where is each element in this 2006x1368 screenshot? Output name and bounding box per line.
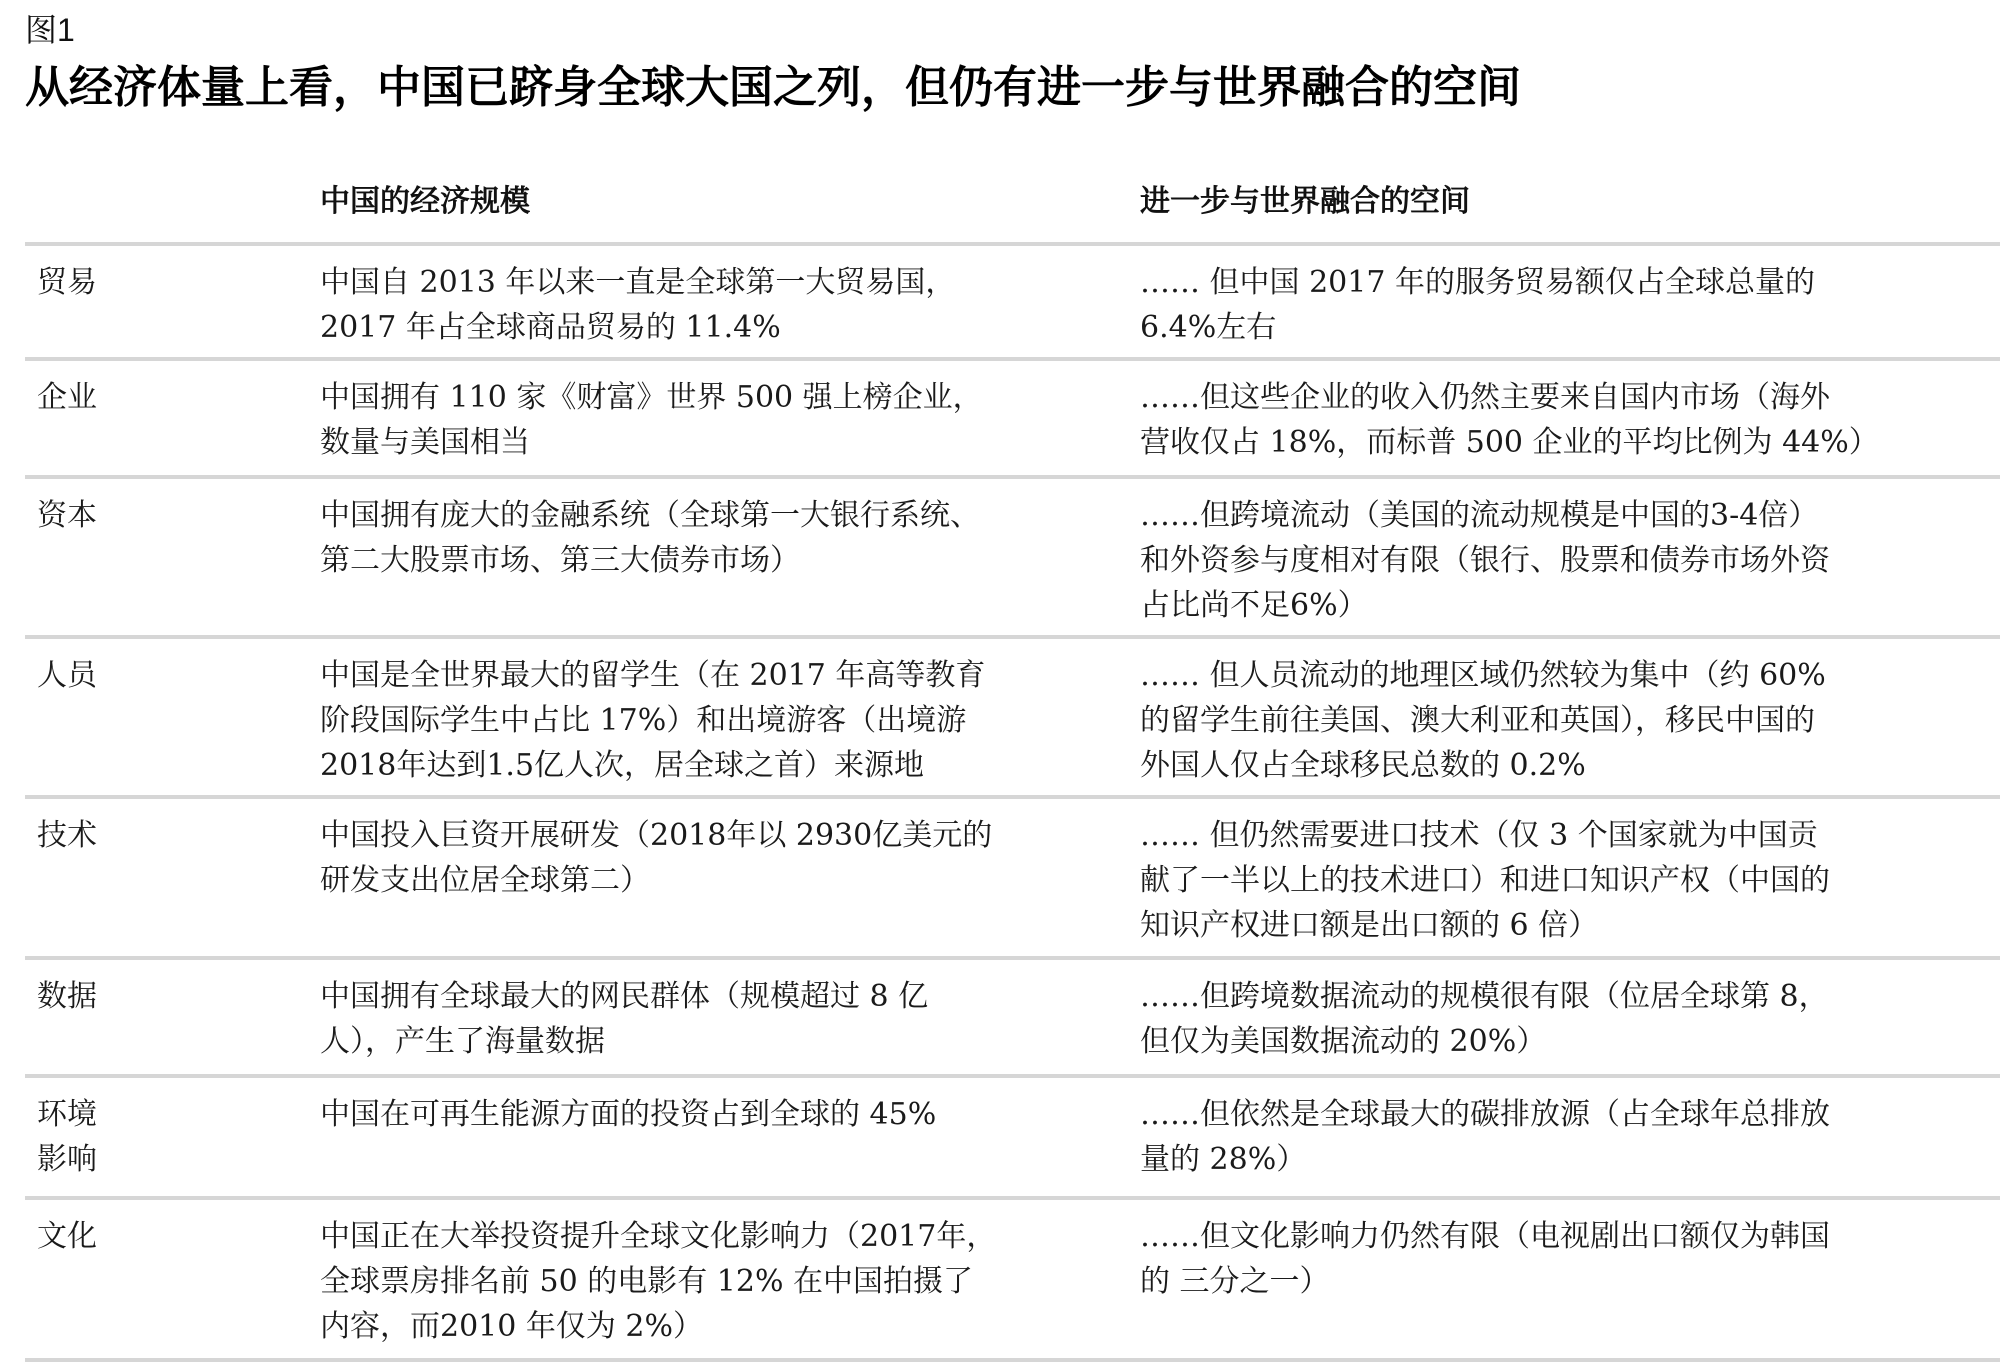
scale-line: 中国投入巨资开展研发（2018年以 2930亿美元的: [320, 818, 993, 853]
scale-line: 数量与美国相当: [320, 425, 530, 460]
room-line: 的留学生前往美国、澳大利亚和英国），移民中国的: [1140, 703, 1815, 738]
row-economic-scale: [320, 1214, 1120, 1349]
scale-line: 2018年达到1.5亿人次，居全球之首）来源地: [320, 748, 925, 783]
category-label: 文化: [37, 1219, 97, 1254]
room-line: 的 三分之一）: [1140, 1264, 1330, 1299]
row-room-for-integration: [1140, 493, 2000, 628]
row-category: [37, 974, 297, 1019]
room-line: ……但跨境流动（美国的流动规模是中国的3-4倍）: [1140, 498, 1819, 533]
row-category: [37, 653, 297, 698]
scale-line: 2017 年占全球商品贸易的 11.4%: [320, 310, 781, 345]
row-category: [37, 260, 297, 305]
category-label: 贸易: [37, 265, 97, 300]
room-line: 但仅为美国数据流动的 20%）: [1140, 1024, 1547, 1059]
room-line: …… 但中国 2017 年的服务贸易额仅占全球总量的: [1140, 265, 1815, 300]
scale-line: 中国拥有庞大的金融系统（全球第一大银行系统、: [320, 498, 980, 533]
table-header-row: [25, 180, 2000, 242]
row-category: [37, 375, 297, 420]
table-row-technology: [25, 799, 2000, 956]
row-room-for-integration: [1140, 1092, 2000, 1182]
category-label: 影响: [37, 1142, 97, 1177]
scale-line: 中国拥有全球最大的网民群体（规模超过 8 亿: [320, 979, 929, 1014]
room-line: 量的 28%）: [1140, 1142, 1307, 1177]
row-category: [37, 493, 297, 538]
table-row-people: [25, 639, 2000, 795]
row-economic-scale: [320, 653, 1120, 788]
row-economic-scale: [320, 375, 1120, 465]
scale-line: 中国拥有 110 家《财富》世界 500 强上榜企业，: [320, 380, 983, 415]
category-label: 数据: [37, 979, 97, 1014]
table-row-capital: [25, 479, 2000, 635]
category-label: 技术: [37, 818, 97, 853]
header-economic-scale: 中国的经济规模: [320, 184, 530, 219]
row-economic-scale: [320, 813, 1120, 903]
room-line: 外国人仅占全球移民总数的 0.2%: [1140, 748, 1586, 783]
category-label: 人员: [37, 658, 97, 693]
figure-title: 从经济体量上看，中国已跻身全球大国之列，但仍有进一步与世界融合的空间: [25, 62, 1521, 113]
header-room-for-integration: 进一步与世界融合的空间: [1140, 184, 1470, 219]
room-line: ……但文化影响力仍然有限（电视剧出口额仅为韩国: [1140, 1219, 1830, 1254]
category-label: 资本: [37, 498, 97, 533]
row-economic-scale: [320, 974, 1120, 1064]
room-line: 和外资参与度相对有限（银行、股票和债券市场外资: [1140, 543, 1830, 578]
room-line: …… 但仍然需要进口技术（仅 3 个国家就为中国贡: [1140, 818, 1818, 853]
table-row-environment: [25, 1078, 2000, 1196]
row-room-for-integration: [1140, 1214, 2000, 1304]
comparison-table: [25, 180, 2000, 1362]
row-category: [37, 1214, 297, 1259]
row-room-for-integration: [1140, 375, 2000, 465]
row-room-for-integration: [1140, 813, 2000, 948]
table-divider: [25, 1358, 2000, 1362]
row-economic-scale: [320, 260, 1120, 350]
scale-line: 中国正在大举投资提升全球文化影响力（2017年，: [320, 1219, 997, 1254]
figure-label: 图1: [25, 12, 75, 48]
scale-line: 研发支出位居全球第二）: [320, 863, 650, 898]
scale-line: 全球票房排名前 50 的电影有 12% 在中国拍摄了: [320, 1264, 973, 1299]
scale-line: 中国在可再生能源方面的投资占到全球的 45%: [320, 1097, 937, 1132]
scale-line: 阶段国际学生中占比 17%）和出境游客（出境游: [320, 703, 967, 738]
room-line: 6.4%左右: [1140, 310, 1277, 345]
scale-line: 中国是全世界最大的留学生（在 2017 年高等教育: [320, 658, 986, 693]
room-line: 营收仅占 18%，而标普 500 企业的平均比例为 44%）: [1140, 425, 1879, 460]
scale-line: 内容，而2010 年仅为 2%）: [320, 1309, 704, 1344]
room-line: ……但这些企业的收入仍然主要来自国内市场（海外: [1140, 380, 1830, 415]
category-label: 企业: [37, 380, 97, 415]
scale-line: 第二大股票市场、第三大债券市场）: [320, 543, 800, 578]
row-room-for-integration: [1140, 653, 2000, 788]
table-row-data: [25, 960, 2000, 1074]
table-row-culture: [25, 1200, 2000, 1358]
category-label: 环境: [37, 1097, 97, 1132]
table-row-companies: [25, 361, 2000, 475]
row-economic-scale: [320, 1092, 1120, 1137]
row-category: [37, 1092, 297, 1182]
scale-line: 人），产生了海量数据: [320, 1024, 605, 1059]
room-line: ……但依然是全球最大的碳排放源（占全球年总排放: [1140, 1097, 1830, 1132]
room-line: ……但跨境数据流动的规模很有限（位居全球第 8，: [1140, 979, 1829, 1014]
scale-line: 中国自 2013 年以来一直是全球第一大贸易国，: [320, 265, 956, 300]
room-line: 献了一半以上的技术进口）和进口知识产权（中国的: [1140, 863, 1830, 898]
room-line: …… 但人员流动的地理区域仍然较为集中（约 60%: [1140, 658, 1826, 693]
row-room-for-integration: [1140, 974, 2000, 1064]
row-category: [37, 813, 297, 858]
room-line: 占比尚不足6%）: [1140, 588, 1368, 623]
row-room-for-integration: [1140, 260, 2000, 350]
table-row-trade: [25, 246, 2000, 357]
room-line: 知识产权进口额是出口额的 6 倍）: [1140, 908, 1599, 943]
row-economic-scale: [320, 493, 1120, 583]
